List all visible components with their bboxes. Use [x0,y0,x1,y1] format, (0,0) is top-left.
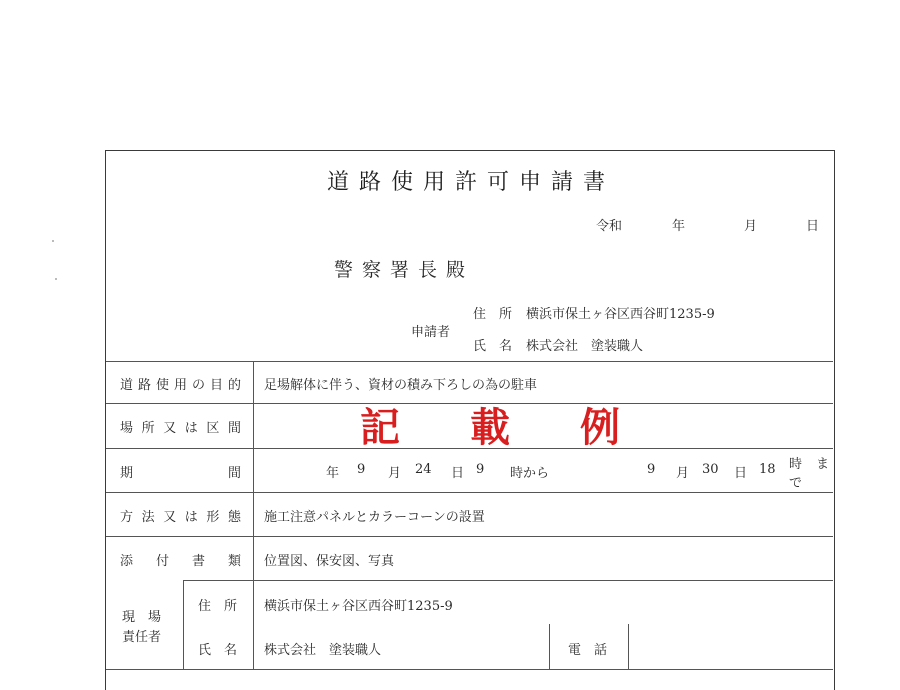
row-divider [183,580,833,581]
date-year: 年 [672,219,686,234]
period-from: 時から [510,466,550,481]
site-manager-phone-label: 電 話 [568,643,608,658]
site-manager-address-label: 住 所 [198,599,238,614]
site-manager-name-label: 氏 名 [198,643,238,658]
date-day: 日 [806,219,820,234]
attachments-value: 位置図、保安図、写真 [264,554,395,569]
location-label: 場所又は区間 [120,421,241,436]
attachments-label: 添付書類 [120,554,241,569]
label-column-divider [253,361,254,669]
road-use-permit-form [105,150,835,690]
row-divider [106,536,833,537]
phone-divider [628,624,629,669]
end-month-value: 9 [647,462,656,477]
row-divider [106,361,833,362]
start-day-value: 24 [415,462,432,477]
period-until-b: ま [816,457,830,472]
applicant-name-label: 氏 名 [473,339,513,354]
date-month: 月 [744,219,758,234]
period-year: 年 [326,466,340,481]
end-hour-value: 18 [759,462,776,477]
sample-stamp-char: 載 [470,405,510,451]
scan-mark [55,278,57,280]
site-manager-label-line2: 責任者 [122,630,162,645]
applicant-name: 株式会社 塗装職人 [526,339,644,354]
end-day-unit: 日 [734,466,748,481]
site-manager-name: 株式会社 塗装職人 [264,643,382,658]
applicant-label: 申請者 [411,325,451,340]
date-era: 令和 [596,219,623,234]
start-day-unit: 日 [451,466,465,481]
row-divider [106,492,833,493]
site-manager-divider [183,580,184,669]
sample-stamp-char: 例 [580,405,620,451]
period-until-a: 時 [789,457,803,472]
period-label-a: 期 [120,466,134,481]
row-divider [106,448,833,449]
period-until-c: で [789,476,803,491]
start-hour-value: 9 [476,462,485,477]
site-manager-label-line1: 現 場 [122,610,162,625]
method-value: 施工注意パネルとカラーコーンの設置 [264,510,485,525]
start-month-unit: 月 [388,466,402,481]
row-divider [106,403,833,404]
site-manager-address: 横浜市保土ヶ谷区西谷町1235-9 [264,599,453,614]
form-title: 道路使用許可申請書 [326,170,615,195]
applicant-address-label: 住 所 [473,307,513,322]
scan-mark [52,240,54,242]
period-label-b: 間 [228,466,242,481]
row-divider [106,669,833,670]
method-label: 方法又は形態 [120,510,241,525]
purpose-label: 道路使用の目的 [120,378,241,393]
applicant-address: 横浜市保土ヶ谷区西谷町1235-9 [526,307,715,322]
sample-stamp-char: 記 [360,405,400,451]
end-day-value: 30 [702,462,719,477]
start-month-value: 9 [357,462,366,477]
purpose-value: 足場解体に伴う、資材の積み下ろしの為の駐車 [264,378,538,393]
police-chief-addressee: 警察署長殿 [334,259,475,281]
end-month-unit: 月 [676,466,690,481]
phone-divider [549,624,550,669]
